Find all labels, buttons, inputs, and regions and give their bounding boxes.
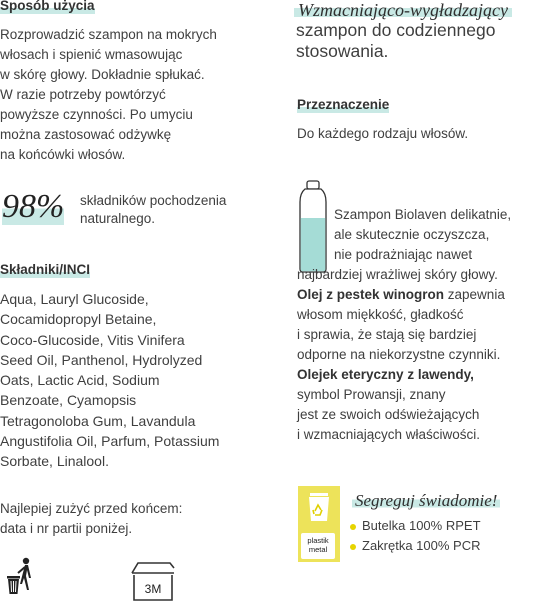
natural-text: składników pochodzenia naturalnego. bbox=[80, 193, 227, 226]
purpose-title: Przeznaczenie bbox=[297, 97, 390, 112]
tagline bbox=[296, 0, 533, 62]
recycle-title: Segreguj świadomie! bbox=[352, 491, 500, 511]
recycle-item: Zakrętka 100% PCR bbox=[350, 536, 481, 556]
recycle-bin-icon bbox=[298, 486, 340, 562]
trash-person-icon bbox=[4, 556, 36, 596]
recycle-list bbox=[350, 516, 481, 556]
natural-percent: 98% bbox=[2, 188, 65, 225]
tagline-line3: stosowania. bbox=[296, 41, 389, 61]
usage-title: Sposób użycia bbox=[0, 0, 95, 13]
open-jar-icon bbox=[126, 560, 180, 603]
best-before: Najlepiej zużyć przed końcem: data i nr partii poniżej. bbox=[0, 501, 183, 536]
ingredients-title: Składniki/INCI bbox=[0, 262, 91, 277]
product-description: Szampon Biolaven delikatnie, ale skutecznie oczyszcza, nie podrażniając nawet najbardziej wrażliwej skóry głowy. Olej z pestek winogron zapewnia włosom miękkość, gładkość i sprawia, że stają się bardziej odporne na niekorzystne czynniki. Olejek eteryczny z lawendy, symbol Prowansji, znany jest ze swoich odświeżających i wzmacniających właściwości. bbox=[297, 207, 512, 442]
bin-label-metal: metal bbox=[308, 545, 328, 554]
usage-text: Rozprowadzić szampon na mokrych włosach i spienić wmasowując w skórę głowy. Dokładnie spłukać. W razie potrzeby powtórzyć powyższe czynności. Po umyciu można zastosować odżywkę na końcówki włosów. bbox=[0, 27, 217, 162]
tagline-highlight: Wzmacniająco-wygładzający bbox=[294, 0, 512, 20]
purpose-text: Do każdego rodzaju włosów. bbox=[297, 126, 469, 141]
pao-label: 3M bbox=[144, 582, 162, 596]
ingredients-list: Aqua, Lauryl Glucoside, Cocamidopropyl Betaine, Coco-Glucoside, Vitis Vinifera Seed Oil, Panthenol, Hydrolyzed Oats, Lactic Acid, Sodium Benzoate, Cyamopsis Tetragonoloba Gum, Lavandula Angustifolia Oil, Parfum, Potassium Sorbate, Linalool. bbox=[0, 291, 220, 470]
recycle-item: Butelka 100% RPET bbox=[350, 516, 481, 536]
tagline-line2: szampon do codziennego bbox=[296, 20, 496, 40]
bin-label-plastik: plastik bbox=[307, 536, 329, 545]
